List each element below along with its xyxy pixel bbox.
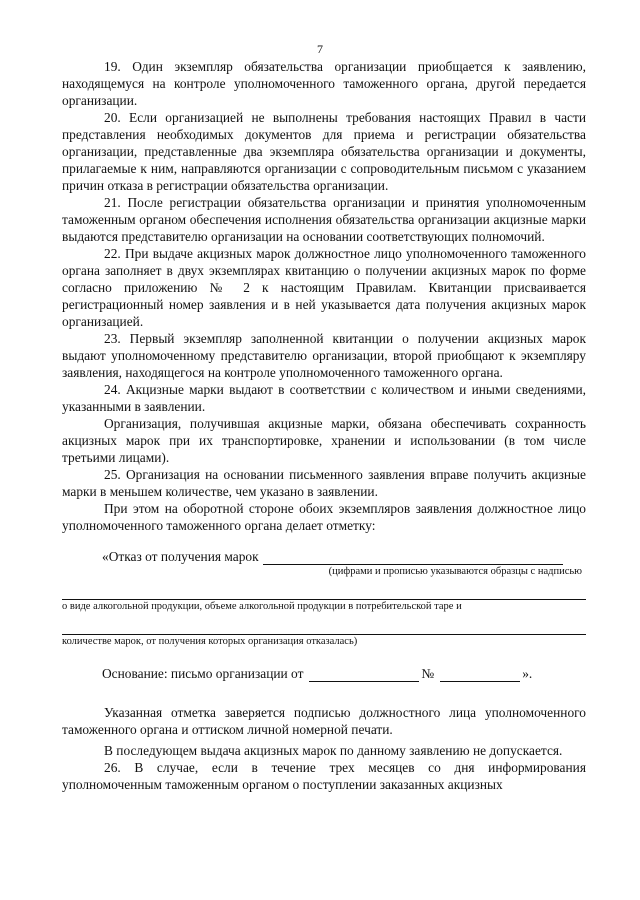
page-number: 7 [317, 42, 323, 56]
paragraph-25: 25. Организация на основании письменного заявления вправе получить акцизные марки в меньшем количестве, чем указано в заявлении. [62, 467, 586, 499]
document-body [62, 58, 586, 793]
basis-date-blank [309, 667, 419, 682]
refusal-blank [263, 550, 563, 565]
paragraph-26: 26. В случае, если в течение трех месяцев со дня информирования уполномоченным таможенным органом о поступлении заказанных акцизных [62, 760, 586, 792]
basis-line [62, 665, 586, 682]
paragraph-21: 21. После регистрации обязательства организации и принятия уполномоченным таможенным органом обеспечения исполнения обязательства организации акцизные марки выдаются представителю организации на основании соответствующих полномочий. [62, 195, 586, 244]
form-rule-2 [62, 622, 586, 635]
basis-label: Основание: письмо организации от [102, 666, 304, 681]
refusal-label: «Отказ от получения марок [102, 549, 259, 564]
refusal-line [62, 548, 586, 565]
form-caption-2: о виде алкогольной продукции, объеме алкогольной продукции в потребительской таре и [62, 601, 462, 612]
form-rule-1 [62, 587, 586, 600]
form-caption-1: (цифрами и прописью указываются образцы с надписью [328, 566, 582, 577]
paragraph-20: 20. Если организацией не выполнены требования настоящих Правил в части представления необходимых документов для приема и регистрации обязательства организации, представленные два экземпляра обязательства организации и документы, прилагаемые к ним, направляются организации с сопроводительным письмом с указанием причин отказа в регистрации обязательства организации. [62, 110, 586, 193]
paragraph-24-continued: Организация, получившая акцизные марки, обязана обеспечивать сохранность акцизных марок при их транспортировке, хранении и использовании (в том числе третьими лицами). [62, 416, 586, 465]
basis-closing: ». [522, 666, 533, 681]
basis-number-sign: № [421, 666, 435, 681]
refusal-mark-form [62, 548, 586, 682]
form-caption-3: количестве марок, от получения которых организация отказалась) [62, 636, 358, 647]
paragraph-25-continued: При этом на оборотной стороне обоих экземпляров заявления должностное лицо уполномоченного таможенного органа делает отметку: [62, 501, 586, 533]
after-form-text [62, 704, 586, 793]
basis-number-blank [440, 667, 520, 682]
paragraph-22: 22. При выдаче акцизных марок должностное лицо уполномоченного таможенного органа заполняет в двух экземплярах квитанцию о получении акцизных марок по форме согласно приложению № 2 к настоящим Правилам. Квитанции присваивается регистрационный номер заявления и в ней указывается дата получения акцизных марок организацией. [62, 246, 586, 329]
paragraph-24: 24. Акцизные марки выдают в соответствии с количеством и иными сведениями, указанными в заявлении. [62, 382, 586, 414]
paragraph-no-further-issue: В последующем выдача акцизных марок по данному заявлению не допускается. [104, 743, 563, 758]
paragraph-19: 19. Один экземпляр обязательства организации приобщается к заявлению, находящемуся на контроле уполномоченного таможенного органа, другой передается организации. [62, 59, 586, 108]
paragraph-23: 23. Первый экземпляр заполненной квитанции о получении акцизных марок выдают уполномоченному представителю организации, второй приобщают к экземпляру заявления, находящегося на контроле уполномоченного таможенного органа. [62, 331, 586, 380]
paragraph-mark-certified: Указанная отметка заверяется подписью должностного лица уполномоченного таможенного органа и оттиском личной номерной печати. [62, 705, 586, 737]
